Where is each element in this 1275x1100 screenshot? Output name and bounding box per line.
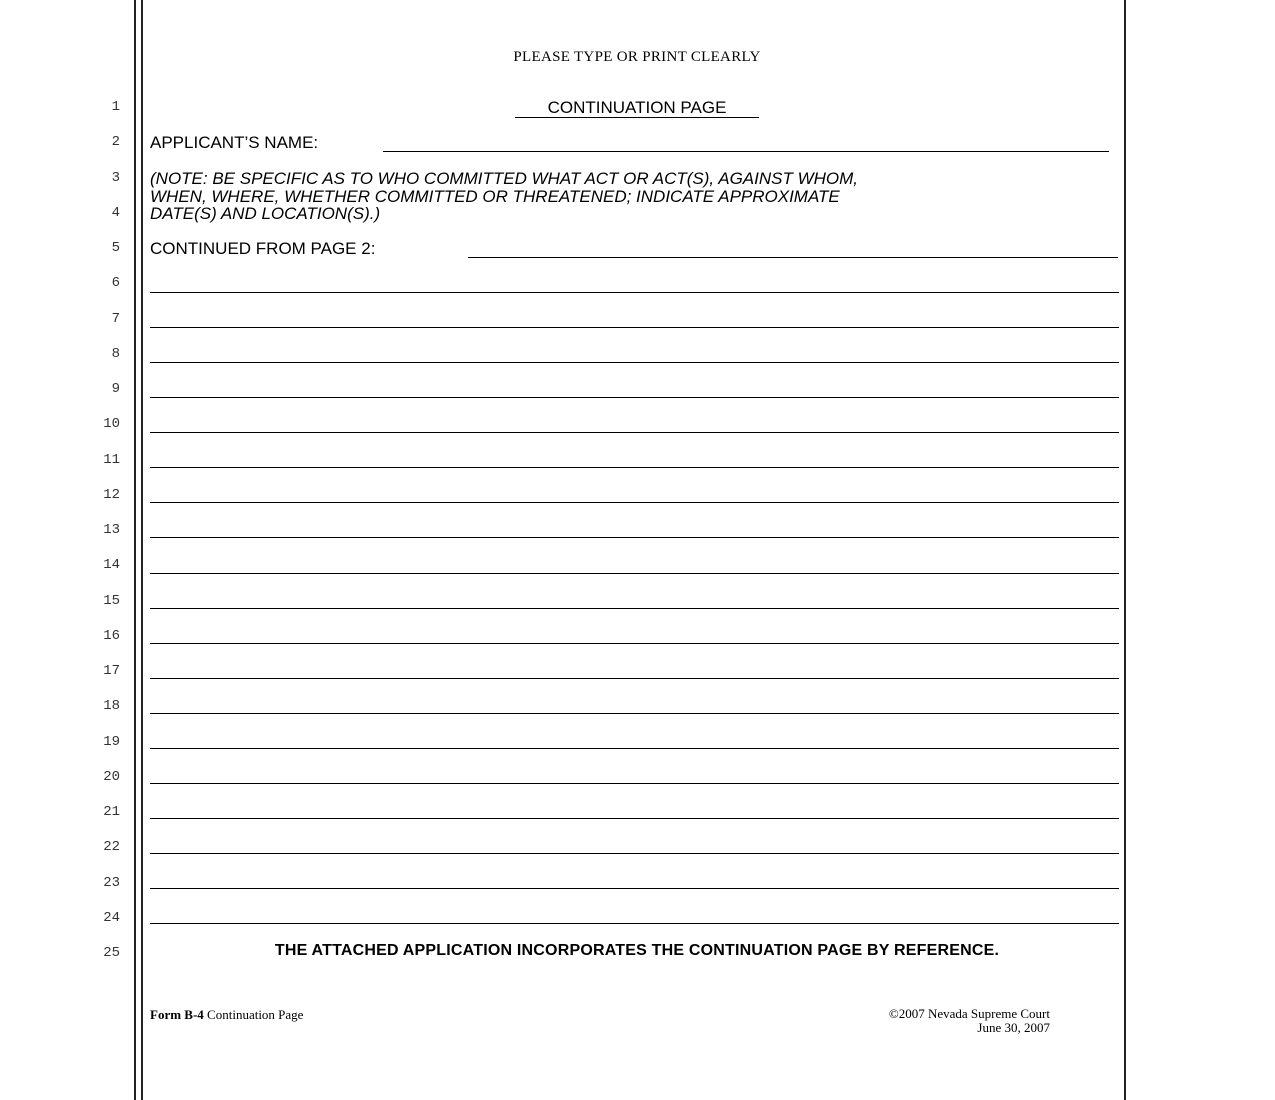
- line-number: 22: [103, 839, 120, 856]
- form-id: Form B-4: [150, 1007, 204, 1022]
- line-number: 14: [103, 557, 120, 574]
- line-number: 19: [103, 733, 120, 750]
- blank-writing-line[interactable]: [150, 327, 1119, 328]
- line-number: 21: [103, 804, 120, 820]
- line-number: 7: [111, 310, 120, 327]
- left-margin-rule-outer: [134, 0, 136, 1100]
- line-number: 17: [103, 663, 120, 679]
- line-number: 20: [103, 768, 120, 785]
- line-number: 12: [103, 486, 120, 503]
- blank-writing-line[interactable]: [150, 362, 1119, 363]
- blank-writing-line[interactable]: [150, 432, 1119, 433]
- page-title-underline: [515, 117, 759, 118]
- blank-writing-line[interactable]: [150, 678, 1119, 679]
- applicant-name-field[interactable]: [383, 133, 1109, 152]
- page-title: CONTINUATION PAGE: [547, 98, 727, 117]
- line-number: 9: [111, 381, 120, 397]
- blank-writing-line[interactable]: [150, 713, 1119, 714]
- line-number: 24: [103, 909, 120, 926]
- line-number: 15: [103, 592, 120, 609]
- right-margin-rule: [1124, 0, 1126, 1100]
- line-number: 10: [103, 416, 120, 433]
- line-number: 8: [111, 345, 120, 362]
- line-number: 16: [103, 627, 120, 644]
- left-margin-rule-inner: [141, 0, 143, 1100]
- blank-writing-line[interactable]: [150, 397, 1119, 398]
- continued-from-field[interactable]: [468, 239, 1118, 258]
- blank-writing-line[interactable]: [150, 643, 1119, 644]
- applicant-name-row: [150, 133, 318, 153]
- blank-writing-line[interactable]: [150, 853, 1119, 854]
- revision-date: June 30, 2007: [977, 1020, 1050, 1035]
- note-line-1: (NOTE: BE SPECIFIC AS TO WHO COMMITTED WHAT ACT OR ACT(S), AGAINST WHOM,: [150, 169, 859, 188]
- note-text: [150, 170, 858, 223]
- line-number: 3: [111, 169, 120, 186]
- blank-writing-line[interactable]: [150, 608, 1119, 609]
- copyright-text: ©2007 Nevada Supreme Court: [888, 1006, 1050, 1021]
- note-line-2: WHEN, WHERE, WHETHER COMMITTED OR THREATENED; INDICATE APPROXIMATE: [150, 186, 840, 206]
- blank-writing-line[interactable]: [150, 537, 1119, 538]
- blank-writing-line[interactable]: [150, 818, 1119, 819]
- blank-writing-line[interactable]: [150, 923, 1119, 924]
- line-number: 23: [103, 874, 120, 891]
- note-line-3: DATE(S) AND LOCATION(S).): [150, 204, 381, 223]
- line-number: 13: [103, 522, 120, 538]
- line-number: 11: [103, 451, 120, 468]
- continued-from-label: CONTINUED FROM PAGE 2:: [150, 239, 376, 258]
- blank-writing-line[interactable]: [150, 783, 1119, 784]
- form-name: Continuation Page: [207, 1007, 304, 1022]
- footer-form-label: [150, 1007, 303, 1023]
- blank-writing-line[interactable]: [150, 467, 1119, 468]
- line-number: 18: [103, 698, 120, 715]
- line-number: 1: [111, 99, 120, 115]
- footer-copyright: [700, 1007, 1050, 1035]
- blank-writing-line[interactable]: [150, 502, 1119, 503]
- line-number: 5: [111, 240, 120, 256]
- blank-writing-line[interactable]: [150, 292, 1119, 293]
- line-number: 25: [103, 945, 120, 961]
- blank-writing-line[interactable]: [150, 748, 1119, 749]
- instruction-text: PLEASE TYPE OR PRINT CLEARLY: [513, 49, 761, 65]
- blank-writing-line[interactable]: [150, 888, 1119, 889]
- line-number: 2: [111, 134, 120, 151]
- blank-writing-line[interactable]: [150, 573, 1119, 574]
- incorporation-statement: THE ATTACHED APPLICATION INCORPORATES THE CONTINUATION PAGE BY REFERENCE.: [274, 942, 1000, 959]
- line-number: 4: [111, 204, 120, 221]
- line-number: 6: [111, 275, 120, 292]
- applicant-name-label: APPLICANT’S NAME:: [150, 133, 319, 152]
